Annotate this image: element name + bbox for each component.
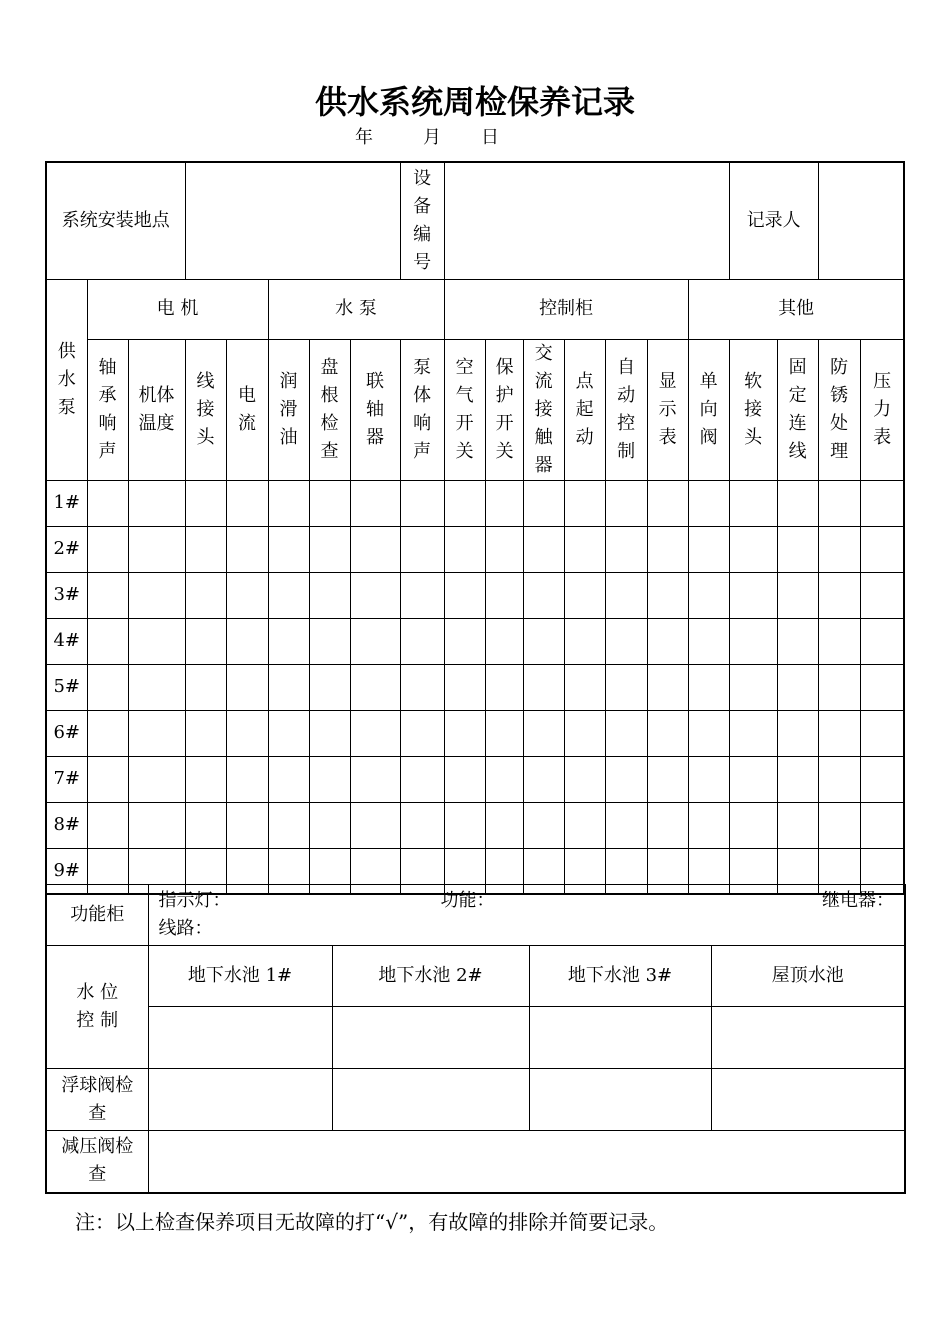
- check-cell[interactable]: [818, 664, 860, 710]
- check-cell[interactable]: [87, 572, 128, 618]
- column-header: 压力表: [860, 339, 904, 480]
- check-cell[interactable]: [309, 756, 350, 802]
- column-header: 点起动: [564, 339, 605, 480]
- column-header: 显示表: [647, 339, 688, 480]
- check-cell[interactable]: [444, 664, 485, 710]
- date-year: 年: [355, 127, 373, 148]
- indicator-label: 指示灯：: [158, 890, 231, 911]
- function-label: 功能：: [440, 890, 495, 911]
- check-cell[interactable]: [87, 526, 128, 572]
- check-cell[interactable]: [268, 618, 309, 664]
- check-cell[interactable]: [87, 802, 128, 848]
- column-header: 交流接触器: [523, 339, 564, 480]
- row-label: 9#: [46, 848, 87, 894]
- check-cell[interactable]: [350, 802, 400, 848]
- check-cell[interactable]: [400, 572, 444, 618]
- check-cell[interactable]: [647, 526, 688, 572]
- pool-3-label: 地下水池 3#: [529, 946, 711, 1007]
- check-cell[interactable]: [818, 710, 860, 756]
- pool-1-label: 地下水池 1#: [148, 946, 332, 1007]
- check-cell[interactable]: [309, 710, 350, 756]
- pool-2-label: 地下水池 2#: [332, 946, 529, 1007]
- row-label: 7#: [46, 756, 87, 802]
- check-cell[interactable]: [226, 618, 268, 664]
- check-cell[interactable]: [309, 802, 350, 848]
- check-cell[interactable]: [485, 618, 523, 664]
- page-title: 供水系统周检保养记录: [314, 83, 635, 121]
- float-valve-cell-4[interactable]: [711, 1069, 905, 1131]
- column-header: 电流: [226, 339, 268, 480]
- row-label: 5#: [46, 664, 87, 710]
- check-cell[interactable]: [268, 480, 309, 526]
- check-cell[interactable]: [485, 802, 523, 848]
- table-row: [46, 664, 904, 710]
- pressure-valve-value[interactable]: [148, 1131, 905, 1193]
- column-header: 线接头: [185, 339, 226, 480]
- check-cell[interactable]: [309, 664, 350, 710]
- check-cell[interactable]: [444, 480, 485, 526]
- function-cabinet-fields[interactable]: [148, 885, 905, 946]
- check-cell[interactable]: [605, 664, 647, 710]
- table-row: [46, 710, 904, 756]
- check-cell[interactable]: [605, 618, 647, 664]
- check-cell[interactable]: [268, 802, 309, 848]
- check-cell[interactable]: [444, 710, 485, 756]
- column-header: 泵体响声: [400, 339, 444, 480]
- row-label: 3#: [46, 572, 87, 618]
- check-cell[interactable]: [647, 664, 688, 710]
- check-cell[interactable]: [268, 664, 309, 710]
- column-header: 空气开关: [444, 339, 485, 480]
- check-cell[interactable]: [818, 526, 860, 572]
- group-pump: 水 泵: [268, 279, 444, 339]
- check-cell[interactable]: [128, 802, 185, 848]
- check-cell[interactable]: [860, 526, 904, 572]
- column-header: 单向阀: [688, 339, 729, 480]
- pool-2-value[interactable]: [332, 1007, 529, 1069]
- check-cell[interactable]: [647, 756, 688, 802]
- check-cell[interactable]: [564, 618, 605, 664]
- pool-1-value[interactable]: [148, 1007, 332, 1069]
- check-cell[interactable]: [777, 526, 818, 572]
- check-cell[interactable]: [647, 480, 688, 526]
- check-cell[interactable]: [226, 480, 268, 526]
- column-header: 机体温度: [128, 339, 185, 480]
- row-label: 8#: [46, 802, 87, 848]
- check-cell[interactable]: [523, 756, 564, 802]
- group-motor: 电 机: [87, 279, 268, 339]
- roof-pool-value[interactable]: [711, 1007, 905, 1069]
- check-cell[interactable]: [268, 572, 309, 618]
- check-cell[interactable]: [485, 572, 523, 618]
- pressure-valve-label: 减压阀检查: [46, 1131, 148, 1193]
- check-cell[interactable]: [268, 756, 309, 802]
- check-cell[interactable]: [605, 802, 647, 848]
- float-valve-label: 浮球阀检查: [46, 1069, 148, 1131]
- check-cell[interactable]: [605, 480, 647, 526]
- check-cell[interactable]: [818, 572, 860, 618]
- check-cell[interactable]: [564, 802, 605, 848]
- check-cell[interactable]: [564, 664, 605, 710]
- location-value[interactable]: [185, 162, 400, 279]
- check-cell[interactable]: [87, 480, 128, 526]
- check-cell[interactable]: [309, 480, 350, 526]
- check-cell[interactable]: [729, 526, 777, 572]
- column-header: 软接头: [729, 339, 777, 480]
- pump-label: 供水泵: [46, 279, 87, 480]
- check-cell[interactable]: [777, 710, 818, 756]
- check-cell[interactable]: [268, 710, 309, 756]
- location-label: 系统安装地点: [46, 162, 185, 279]
- check-cell[interactable]: [860, 664, 904, 710]
- check-cell[interactable]: [523, 664, 564, 710]
- check-cell[interactable]: [485, 526, 523, 572]
- check-cell[interactable]: [444, 802, 485, 848]
- table-row: [46, 480, 904, 526]
- check-cell[interactable]: [729, 664, 777, 710]
- check-cell[interactable]: [523, 710, 564, 756]
- water-level-label: 水 位 控 制: [46, 946, 148, 1069]
- check-cell[interactable]: [226, 710, 268, 756]
- check-cell[interactable]: [485, 480, 523, 526]
- check-cell[interactable]: [350, 756, 400, 802]
- check-cell[interactable]: [605, 526, 647, 572]
- column-header: 联轴器: [350, 339, 400, 480]
- check-cell[interactable]: [400, 480, 444, 526]
- check-cell[interactable]: [818, 802, 860, 848]
- check-cell[interactable]: [860, 572, 904, 618]
- check-cell[interactable]: [818, 480, 860, 526]
- check-cell[interactable]: [688, 572, 729, 618]
- check-cell[interactable]: [818, 756, 860, 802]
- check-cell[interactable]: [647, 802, 688, 848]
- check-cell[interactable]: [605, 710, 647, 756]
- float-valve-cell-1[interactable]: [148, 1069, 332, 1131]
- check-cell[interactable]: [729, 618, 777, 664]
- check-cell[interactable]: [185, 710, 226, 756]
- check-cell[interactable]: [226, 572, 268, 618]
- check-cell[interactable]: [688, 664, 729, 710]
- column-header: 固定连线: [777, 339, 818, 480]
- check-cell[interactable]: [688, 618, 729, 664]
- check-cell[interactable]: [444, 756, 485, 802]
- check-cell[interactable]: [309, 618, 350, 664]
- column-header: 润滑油: [268, 339, 309, 480]
- check-cell[interactable]: [87, 710, 128, 756]
- check-cell[interactable]: [647, 572, 688, 618]
- check-cell[interactable]: [87, 664, 128, 710]
- check-cell[interactable]: [729, 710, 777, 756]
- check-cell[interactable]: [647, 710, 688, 756]
- check-cell[interactable]: [128, 664, 185, 710]
- column-header: 防锈处理: [818, 339, 860, 480]
- check-cell[interactable]: [485, 756, 523, 802]
- check-cell[interactable]: [350, 618, 400, 664]
- check-cell[interactable]: [729, 480, 777, 526]
- table-row: [46, 756, 904, 802]
- check-cell[interactable]: [128, 572, 185, 618]
- date-day: 日: [481, 127, 499, 148]
- check-cell[interactable]: [185, 480, 226, 526]
- check-cell[interactable]: [87, 756, 128, 802]
- check-cell[interactable]: [128, 756, 185, 802]
- check-cell[interactable]: [128, 480, 185, 526]
- column-header: 保护开关: [485, 339, 523, 480]
- row-label: 2#: [46, 526, 87, 572]
- date-month: 月: [423, 127, 441, 148]
- check-cell[interactable]: [185, 572, 226, 618]
- check-cell[interactable]: [400, 618, 444, 664]
- check-cell[interactable]: [444, 618, 485, 664]
- check-cell[interactable]: [350, 480, 400, 526]
- check-cell[interactable]: [309, 572, 350, 618]
- check-cell[interactable]: [350, 664, 400, 710]
- check-cell[interactable]: [647, 618, 688, 664]
- float-valve-cell-3[interactable]: [529, 1069, 711, 1131]
- check-cell[interactable]: [523, 802, 564, 848]
- check-cell[interactable]: [128, 618, 185, 664]
- check-cell[interactable]: [860, 756, 904, 802]
- column-header: 盘根检查: [309, 339, 350, 480]
- check-cell[interactable]: [226, 802, 268, 848]
- float-valve-cell-2[interactable]: [332, 1069, 529, 1131]
- table-row: [46, 572, 904, 618]
- inspection-table: [45, 161, 905, 895]
- check-cell[interactable]: [777, 756, 818, 802]
- check-cell[interactable]: [777, 572, 818, 618]
- row-label: 1#: [46, 480, 87, 526]
- check-cell[interactable]: [564, 572, 605, 618]
- check-cell[interactable]: [226, 756, 268, 802]
- device-no-label: 设备编号: [400, 162, 444, 279]
- row-label: 6#: [46, 710, 87, 756]
- check-cell[interactable]: [688, 710, 729, 756]
- check-cell[interactable]: [729, 572, 777, 618]
- circuit-label: 线路：: [158, 918, 213, 939]
- check-cell[interactable]: [777, 480, 818, 526]
- check-cell[interactable]: [185, 802, 226, 848]
- check-cell[interactable]: [185, 756, 226, 802]
- check-cell[interactable]: [523, 526, 564, 572]
- roof-pool-label: 屋顶水池: [711, 946, 905, 1007]
- check-cell[interactable]: [860, 802, 904, 848]
- check-cell[interactable]: [87, 618, 128, 664]
- check-cell[interactable]: [777, 664, 818, 710]
- column-header: 自动控制: [605, 339, 647, 480]
- column-header: 轴承响声: [87, 339, 128, 480]
- check-cell[interactable]: [350, 526, 400, 572]
- check-cell[interactable]: [128, 526, 185, 572]
- check-cell[interactable]: [226, 526, 268, 572]
- check-cell[interactable]: [350, 710, 400, 756]
- check-cell[interactable]: [485, 664, 523, 710]
- check-cell[interactable]: [226, 664, 268, 710]
- check-cell[interactable]: [444, 526, 485, 572]
- check-cell[interactable]: [400, 710, 444, 756]
- group-control: 控制柜: [444, 279, 688, 339]
- check-cell[interactable]: [605, 572, 647, 618]
- function-cabinet-label: 功能柜: [46, 885, 148, 946]
- recorder-label: 记录人: [729, 162, 818, 279]
- check-cell[interactable]: [309, 526, 350, 572]
- check-cell[interactable]: [777, 618, 818, 664]
- check-cell[interactable]: [688, 802, 729, 848]
- check-cell[interactable]: [564, 480, 605, 526]
- check-cell[interactable]: [777, 802, 818, 848]
- check-cell[interactable]: [268, 526, 309, 572]
- check-cell[interactable]: [860, 618, 904, 664]
- check-cell[interactable]: [185, 664, 226, 710]
- check-cell[interactable]: [444, 572, 485, 618]
- check-cell[interactable]: [523, 480, 564, 526]
- check-cell[interactable]: [564, 710, 605, 756]
- group-other: 其他: [688, 279, 904, 339]
- device-no-value[interactable]: [444, 162, 729, 279]
- check-cell[interactable]: [128, 710, 185, 756]
- check-cell[interactable]: [688, 480, 729, 526]
- check-cell[interactable]: [688, 756, 729, 802]
- recorder-value[interactable]: [818, 162, 904, 279]
- check-cell[interactable]: [485, 710, 523, 756]
- check-cell[interactable]: [860, 710, 904, 756]
- check-cell[interactable]: [523, 572, 564, 618]
- check-cell[interactable]: [860, 480, 904, 526]
- check-cell[interactable]: [523, 618, 564, 664]
- check-cell[interactable]: [400, 802, 444, 848]
- check-cell[interactable]: [400, 664, 444, 710]
- row-label: 4#: [46, 618, 87, 664]
- bottom-table: [45, 884, 906, 1194]
- check-cell[interactable]: [350, 572, 400, 618]
- pool-3-value[interactable]: [529, 1007, 711, 1069]
- check-cell[interactable]: [729, 756, 777, 802]
- check-cell[interactable]: [818, 618, 860, 664]
- table-row: [46, 618, 904, 664]
- relay-label: 继电器：: [822, 890, 894, 911]
- check-cell[interactable]: [729, 802, 777, 848]
- check-cell[interactable]: [185, 618, 226, 664]
- table-row: [46, 526, 904, 572]
- check-cell[interactable]: [688, 526, 729, 572]
- check-cell[interactable]: [564, 526, 605, 572]
- footer-note: 注：以上检查保养项目无故障的打“√”，有故障的排除并简要记录。: [75, 1210, 669, 1234]
- check-cell[interactable]: [400, 756, 444, 802]
- check-cell[interactable]: [400, 526, 444, 572]
- check-cell[interactable]: [605, 756, 647, 802]
- check-cell[interactable]: [564, 756, 605, 802]
- table-row: [46, 802, 904, 848]
- check-cell[interactable]: [185, 526, 226, 572]
